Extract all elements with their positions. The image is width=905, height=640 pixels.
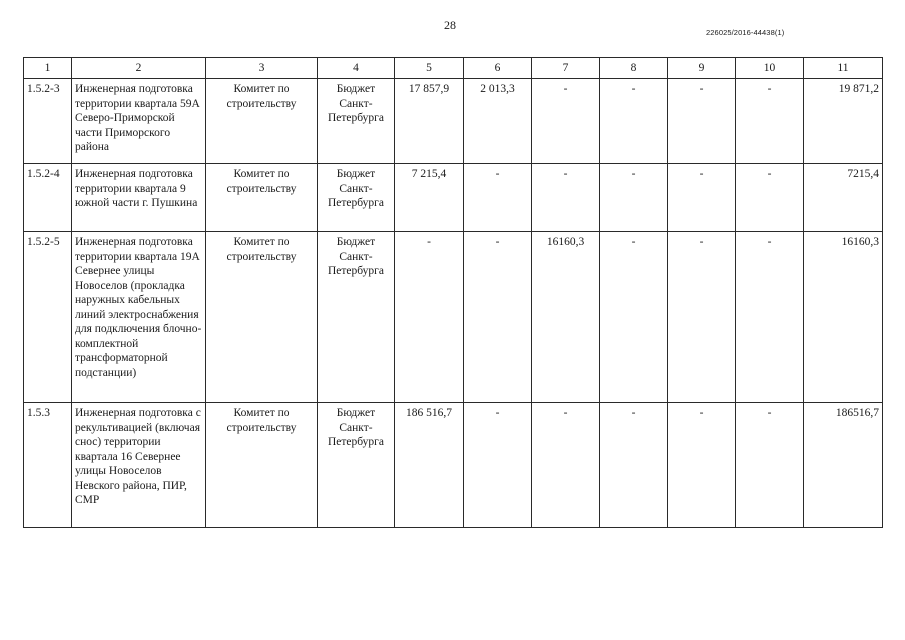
value-col-5: 17 857,9 bbox=[395, 79, 464, 164]
value-col-8: - bbox=[600, 403, 668, 528]
activity-name: Инженерная подготовка территории квартала 19А Севернее улицы Новоселов (прокладка наружных кабельных линий электроснабжения для подключения блочно-комплектной трансформаторной подстанции) bbox=[72, 232, 206, 403]
executor: Комитет по строительству bbox=[206, 403, 318, 528]
value-col-9: - bbox=[668, 232, 736, 403]
column-header: 6 bbox=[464, 58, 532, 79]
document-code: 226025/2016-44438(1) bbox=[706, 28, 785, 37]
value-col-7: 16160,3 bbox=[532, 232, 600, 403]
activity-name: Инженерная подготовка территории квартала 9 южной части г. Пушкина bbox=[72, 164, 206, 232]
value-col-8: - bbox=[600, 79, 668, 164]
value-col-8: - bbox=[600, 164, 668, 232]
value-col-5: 186 516,7 bbox=[395, 403, 464, 528]
column-header: 4 bbox=[318, 58, 395, 79]
value-col-5: 7 215,4 bbox=[395, 164, 464, 232]
executor: Комитет по строительству bbox=[206, 232, 318, 403]
column-header: 7 bbox=[532, 58, 600, 79]
row-number: 1.5.3 bbox=[24, 403, 72, 528]
value-col-10: - bbox=[736, 232, 804, 403]
column-number-row bbox=[24, 58, 883, 79]
activity-name: Инженерная подготовка с рекультивацией (включая снос) территории квартала 16 Севернее улицы Новоселов Невского района, ПИР, СМР bbox=[72, 403, 206, 528]
column-header: 2 bbox=[72, 58, 206, 79]
table-row bbox=[24, 232, 883, 403]
table-row bbox=[24, 403, 883, 528]
executor: Комитет по строительству bbox=[206, 164, 318, 232]
value-col-5: - bbox=[395, 232, 464, 403]
row-number: 1.5.2-4 bbox=[24, 164, 72, 232]
funding-source: Бюджет Санкт-Петербурга bbox=[318, 164, 395, 232]
executor: Комитет по строительству bbox=[206, 79, 318, 164]
value-col-6: - bbox=[464, 403, 532, 528]
table-row bbox=[24, 79, 883, 164]
value-col-9: - bbox=[668, 79, 736, 164]
value-col-8: - bbox=[600, 232, 668, 403]
value-col-6: - bbox=[464, 232, 532, 403]
row-number: 1.5.2-3 bbox=[24, 79, 72, 164]
value-col-7: - bbox=[532, 403, 600, 528]
value-col-9: - bbox=[668, 403, 736, 528]
table-row bbox=[24, 164, 883, 232]
column-header: 8 bbox=[600, 58, 668, 79]
column-header: 1 bbox=[24, 58, 72, 79]
total-value: 7215,4 bbox=[804, 164, 883, 232]
activity-name: Инженерная подготовка территории квартала 59А Северо-Приморской части Приморского района bbox=[72, 79, 206, 164]
value-col-6: - bbox=[464, 164, 532, 232]
value-col-10: - bbox=[736, 79, 804, 164]
value-col-7: - bbox=[532, 79, 600, 164]
funding-source: Бюджет Санкт-Петербурга bbox=[318, 403, 395, 528]
column-header: 11 bbox=[804, 58, 883, 79]
total-value: 19 871,2 bbox=[804, 79, 883, 164]
value-col-7: - bbox=[532, 164, 600, 232]
funding-source: Бюджет Санкт-Петербурга bbox=[318, 79, 395, 164]
total-value: 186516,7 bbox=[804, 403, 883, 528]
column-header: 5 bbox=[395, 58, 464, 79]
total-value: 16160,3 bbox=[804, 232, 883, 403]
column-header: 3 bbox=[206, 58, 318, 79]
value-col-6: 2 013,3 bbox=[464, 79, 532, 164]
column-header: 9 bbox=[668, 58, 736, 79]
budget-table bbox=[23, 57, 883, 528]
value-col-10: - bbox=[736, 164, 804, 232]
value-col-9: - bbox=[668, 164, 736, 232]
value-col-10: - bbox=[736, 403, 804, 528]
row-number: 1.5.2-5 bbox=[24, 232, 72, 403]
column-header: 10 bbox=[736, 58, 804, 79]
page-number: 28 bbox=[444, 18, 456, 32]
funding-source: Бюджет Санкт-Петербурга bbox=[318, 232, 395, 403]
